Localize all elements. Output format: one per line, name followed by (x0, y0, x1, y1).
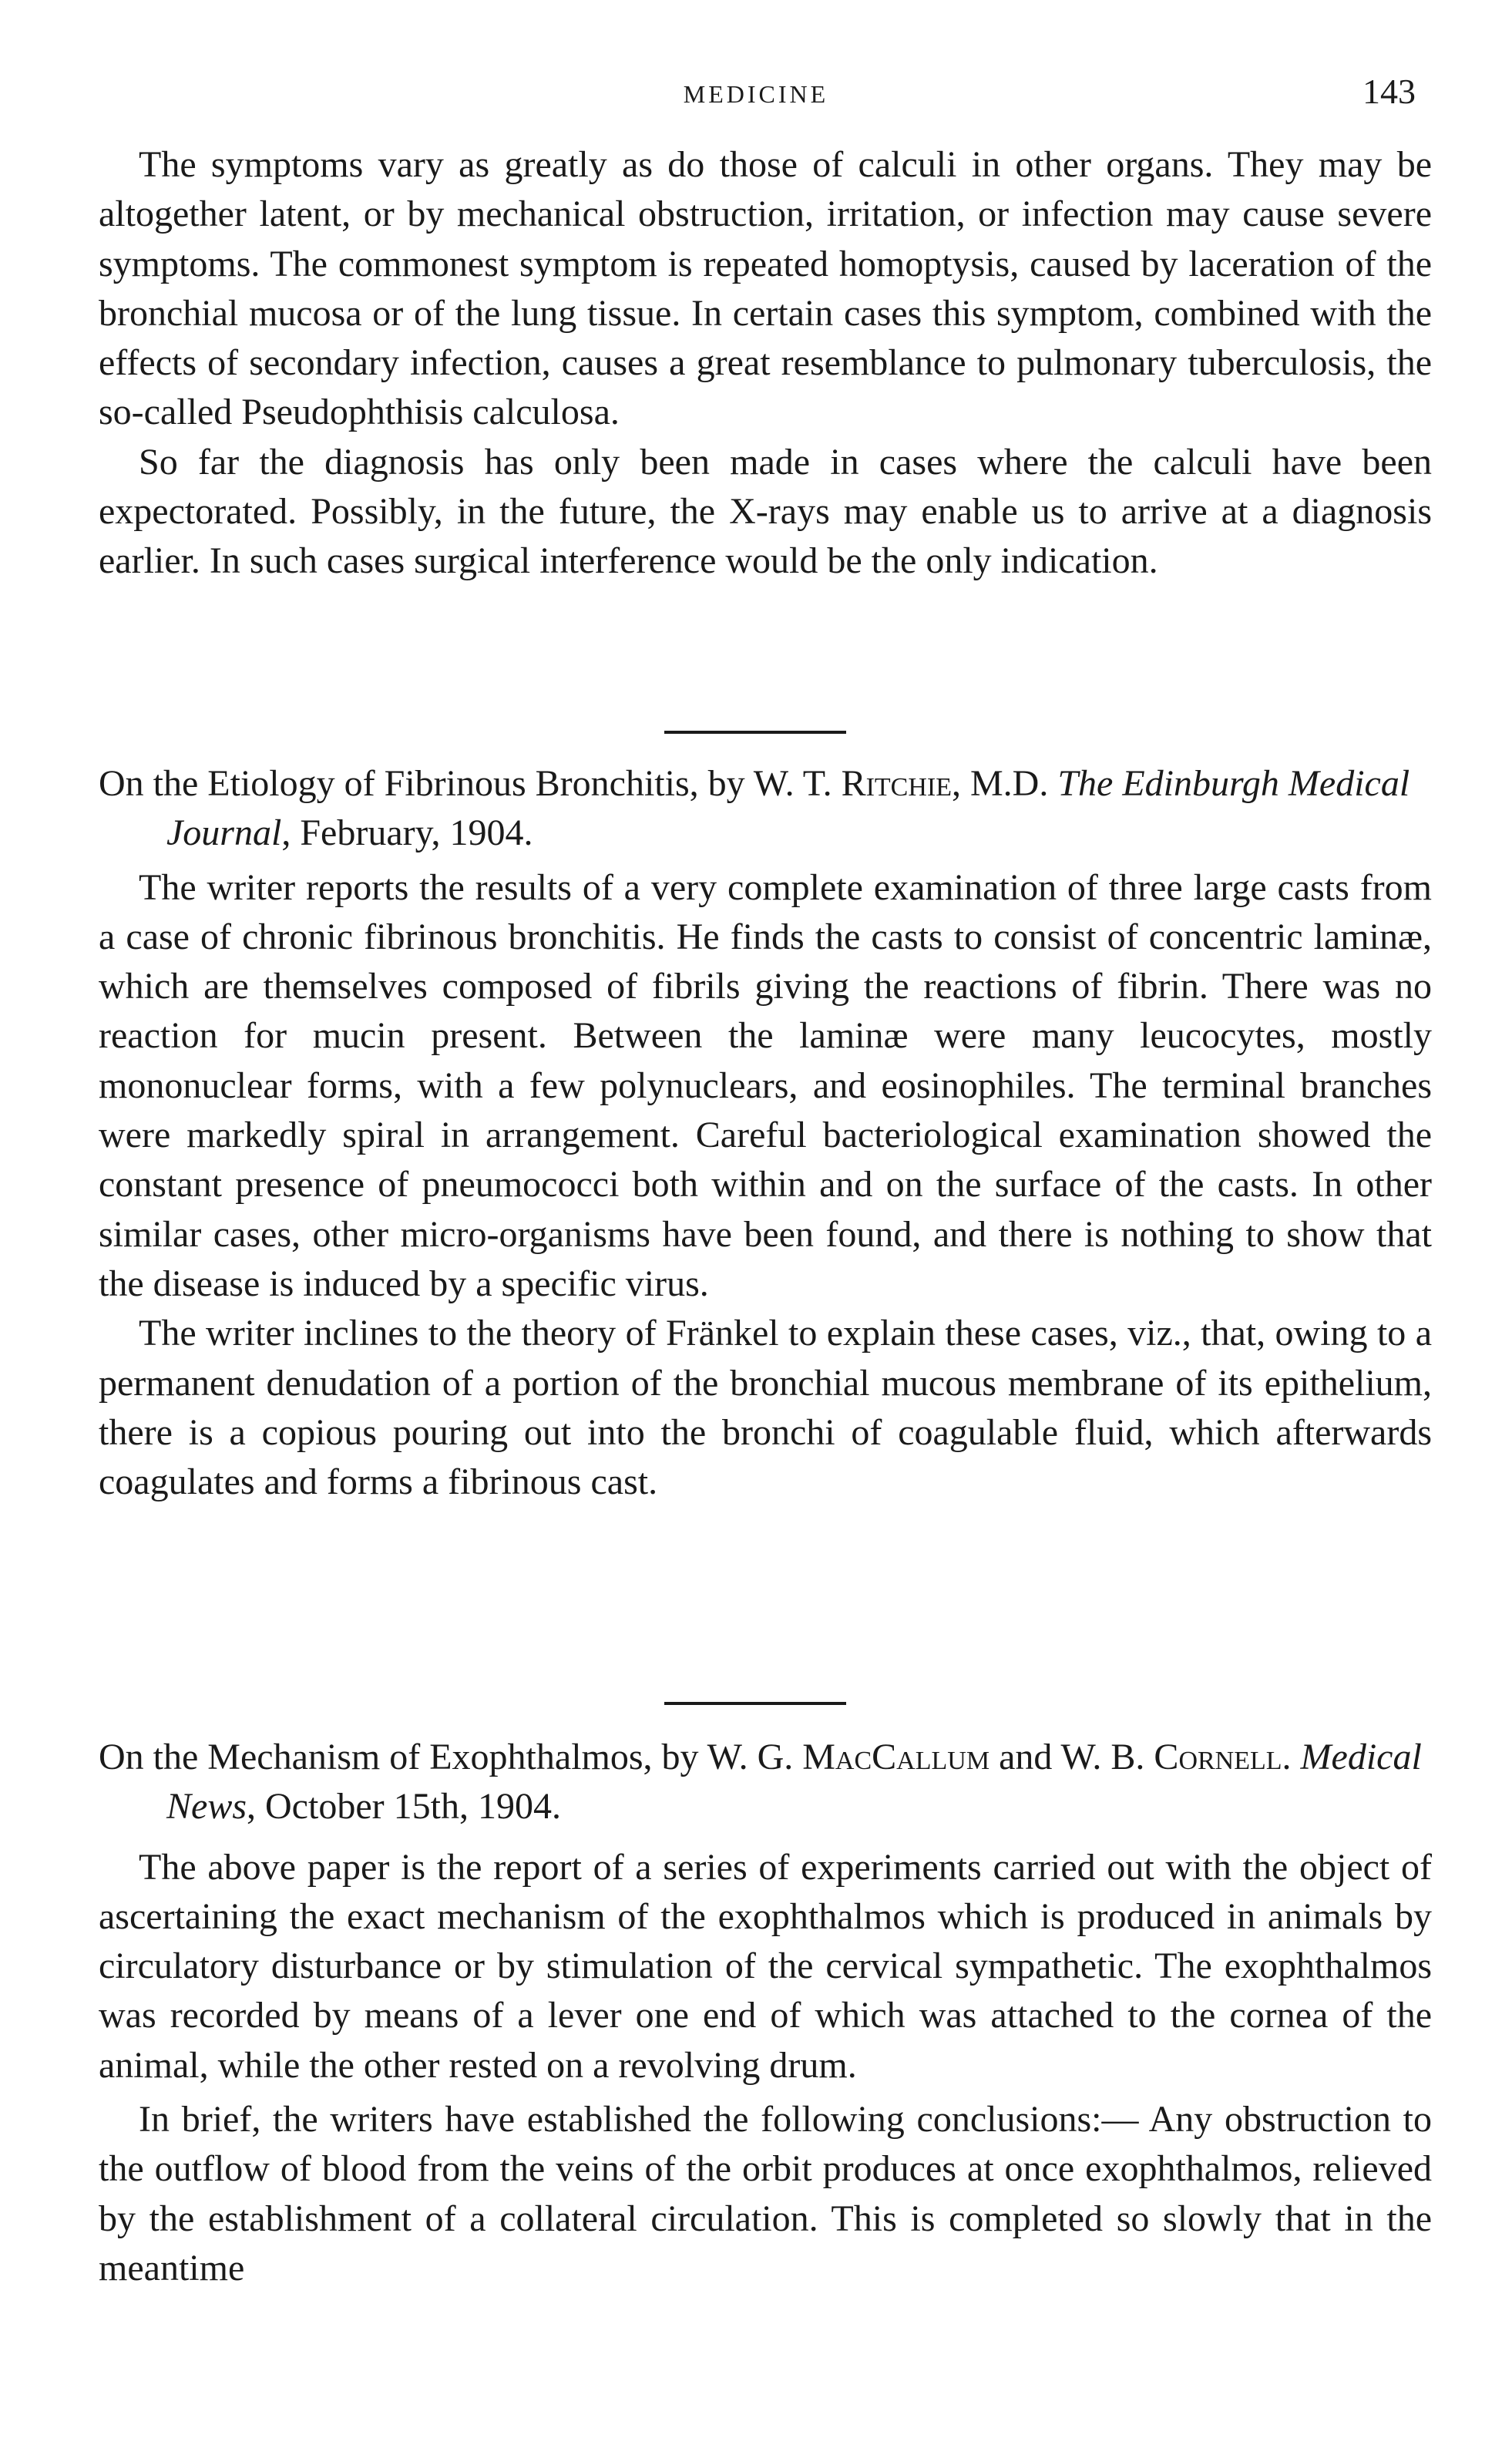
paragraph-diagnosis: So far the diagnosis has only been made in cases where the calculi have been expectorated. Possibly, in the future, the X-rays may enable us to arrive at a diagnosis earlier. In such cases surgical interference would be the only indication. (99, 441, 1432, 582)
author-degree: , M.D. (952, 763, 1049, 804)
section-exophthalmos (99, 1733, 1432, 2293)
section-pseudophthisis (99, 140, 1432, 587)
running-title: MEDICINE (683, 80, 829, 108)
publication-date: , October 15th, 1904. (247, 1786, 561, 1828)
heading-conjunction: and W. B. (990, 1737, 1145, 1777)
paragraph-symptoms: The symptoms vary as greatly as do those of calculi in other organs. They may be altogether latent, or by mechanical obstruction, irritation, or infection may cause severe symptoms. The commonest symptom is repeated homoptysis, caused by laceration of the bronchial mucosa or of the lung tissue. In certain cases this symptom, combined with the effects of secondary infection, causes a great resemblance to pulmonary tuberculosis, the so-called Pseudophthisis calculosa. (99, 144, 1432, 433)
article-heading (99, 1733, 1432, 1832)
journal-name: Medical News (166, 1737, 1422, 1828)
author-name: Ritchie (841, 763, 952, 804)
paragraph-theory: The writer inclines to the theory of Fränkel to explain these cases, viz., that, owing to a permanent denudation of a portion of the bronchial mucous membrane of its epithelium, there is a copious pouring out into the bronchi of coagulable fluid, which afterwards coagulates and forms a fibrinous cast. (99, 1313, 1432, 1503)
author-name: Cornell (1154, 1737, 1282, 1777)
journal-name: The Edinburgh Medical Journal (166, 763, 1410, 854)
page-number: 143 (1362, 72, 1416, 111)
publication-date: , February, 1904. (281, 812, 533, 854)
paragraph-findings: The writer reports the results of a very complete examination of three large casts from a case of chronic fibrinous bronchitis. He finds the casts to consist of concentric laminæ, which are themselves composed of fibrils giving the reactions of fibrin. There was no reaction for mucin present. Between the laminæ were many leucocytes, mostly mononuclear forms, with a few polynuclears, and eosinophiles. The terminal branches were markedly spiral in arrangement. Careful bacteriological examination showed the constant presence of pneumococci both within and on the surface of the casts. In other similar cases, other micro-organisms have been found, and there is nothing to show that the disease is induced by a specific virus. (99, 866, 1432, 1304)
paragraph-experiments: The above paper is the report of a series of experiments carried out with the object of ascertaining the exact mechanism of the exophthalmos which is produced in animals by circulatory disturbance or by stimulation of the cervical sympathetic. The exophthalmos was recorded by means of a lever one end of which was attached to the cornea of the animal, while the other rested on a revolving drum. (99, 1846, 1432, 2086)
heading-title: On the Mechanism of Exophthalmos, by W. G. (99, 1737, 794, 1777)
section-divider (664, 731, 846, 734)
author-name: MacCallum (802, 1737, 990, 1777)
heading-title: On the Etiology of Fibrinous Bronchitis, by W. T. (99, 763, 832, 804)
section-fibrinous-bronchitis (99, 759, 1432, 1507)
section-divider (664, 1702, 846, 1705)
running-head (0, 71, 1512, 117)
article-heading (99, 759, 1432, 859)
heading-separator: . (1282, 1737, 1292, 1777)
paragraph-conclusions: In brief, the writers have established the following conclusions:— Any obstruction to the outflow of blood from the veins of the orbit produces at once exophthalmos, relieved by the establishment of a collateral circulation. This is completed so slowly that in the meantime (99, 2099, 1432, 2288)
